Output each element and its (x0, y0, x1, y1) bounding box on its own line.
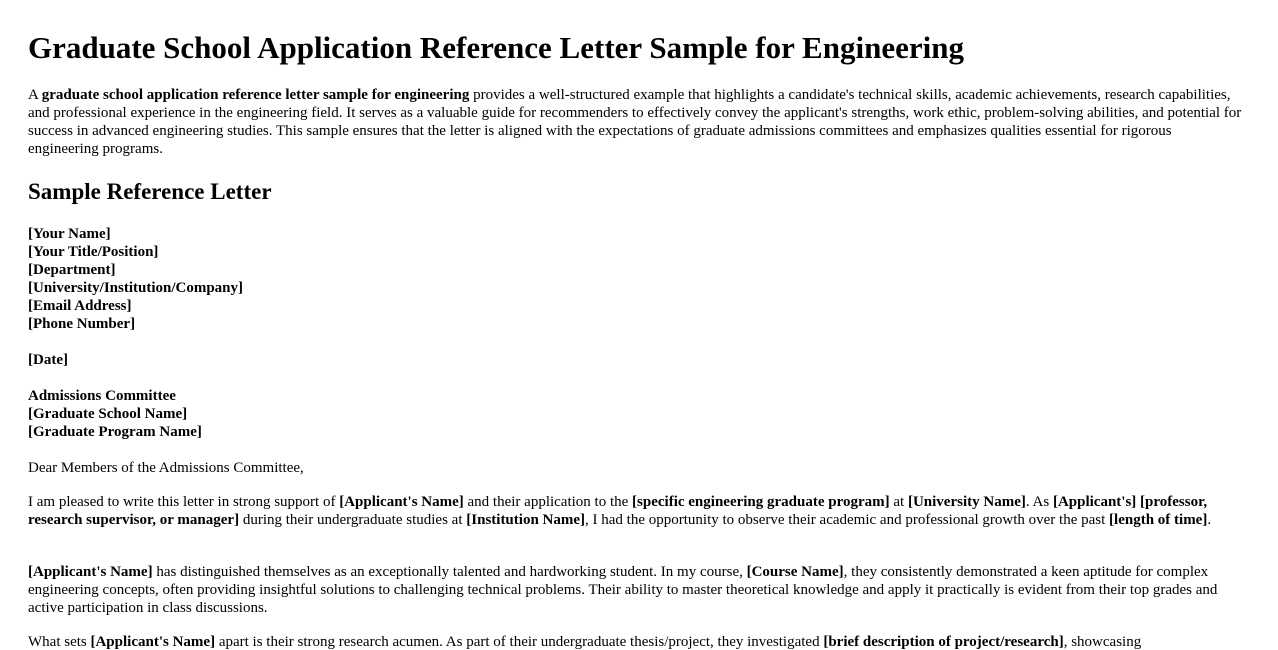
p1-text: , I had the opportunity to observe their academic and professional growth over the past (585, 512, 1110, 528)
recipient-line-2: [Graduate School Name] (28, 406, 188, 422)
section-heading: Sample Reference Letter (28, 179, 272, 204)
p1-placeholder: [Institution Name] (466, 512, 586, 528)
intro-bold-phrase: graduate school application reference letter sample for engineering (41, 87, 470, 103)
salutation: Dear Members of the Admissions Committee, (28, 460, 304, 476)
p1-placeholder: [Applicant's] (1052, 494, 1137, 510)
p3-placeholder: [Applicant's Name] (90, 634, 216, 650)
sender-name: [Your Name] (28, 226, 111, 242)
recipient-block (28, 387, 202, 441)
p3-text: apart is their strong research acumen. As part of their undergraduate thesis/project, they investigated (215, 634, 824, 650)
sender-block (28, 225, 243, 333)
p2-text: , they consistently demonstrated a keen aptitude for complex engineering concepts, often providing insightful solutions to challenging technical problems. Their ability to master theoretical knowledge and apply it practically is evident from their top grades and active participation in class discussions. (28, 564, 1218, 616)
letter-paragraph-1 (28, 493, 1242, 529)
p2-placeholder: [Course Name] (746, 564, 844, 580)
letter-date: [Date] (28, 352, 68, 368)
letter-paragraph-3 (28, 633, 1242, 650)
p1-placeholder: [University Name] (907, 494, 1026, 510)
sender-email: [Email Address] (28, 298, 132, 314)
p1-text: and their application to the (463, 494, 633, 510)
sender-institution: [University/Institution/Company] (28, 280, 244, 296)
p1-text: . (1207, 512, 1212, 528)
recipient-line-3: [Graduate Program Name] (28, 424, 202, 440)
p1-placeholder: [professor, research supervisor, or manager] (28, 494, 1208, 528)
intro-paragraph (28, 86, 1242, 158)
p2-text: has distinguished themselves as an exceptionally talented and hardworking student. In my course, (152, 564, 747, 580)
p2-placeholder: [Applicant's Name] (28, 564, 153, 580)
intro-rest: provides a well-structured example that highlights a candidate's technical skills, academic achievements, research capabilities, and professional experience in the engineering field. It serves as a valuable guide for recommenders to effectively convey the applicant's strengths, work ethic, problem-solving abilities, and potential for success in advanced engineering studies. This sample ensures that the letter is aligned with the expectations of graduate admissions committees and emphasizes qualities essential for rigorous engineering programs. (28, 87, 1242, 157)
p1-text: at (889, 494, 908, 510)
p3-text: What sets (28, 634, 91, 650)
p1-text: . As (1025, 494, 1053, 510)
p3-placeholder: [brief description of project/research] (823, 634, 1064, 650)
p1-text: I am pleased to write this letter in strong support of (28, 494, 340, 510)
p1-placeholder: [length of time] (1109, 512, 1208, 528)
letter-paragraph-2 (28, 563, 1242, 617)
sender-department: [Department] (28, 262, 116, 278)
p1-placeholder: [specific engineering graduate program] (632, 494, 890, 510)
p3-text: , showcasing (1063, 634, 1142, 650)
date-block (28, 351, 68, 369)
sender-title: [Your Title/Position] (28, 244, 159, 260)
p1-placeholder: [Applicant's Name] (339, 494, 464, 510)
intro-prefix: A (28, 87, 42, 103)
sender-phone: [Phone Number] (28, 316, 136, 332)
recipient-line-1: Admissions Committee (28, 388, 176, 404)
page-title: Graduate School Application Reference Letter Sample for Engineering (28, 30, 964, 65)
p1-text: during their undergraduate studies at (239, 512, 467, 528)
